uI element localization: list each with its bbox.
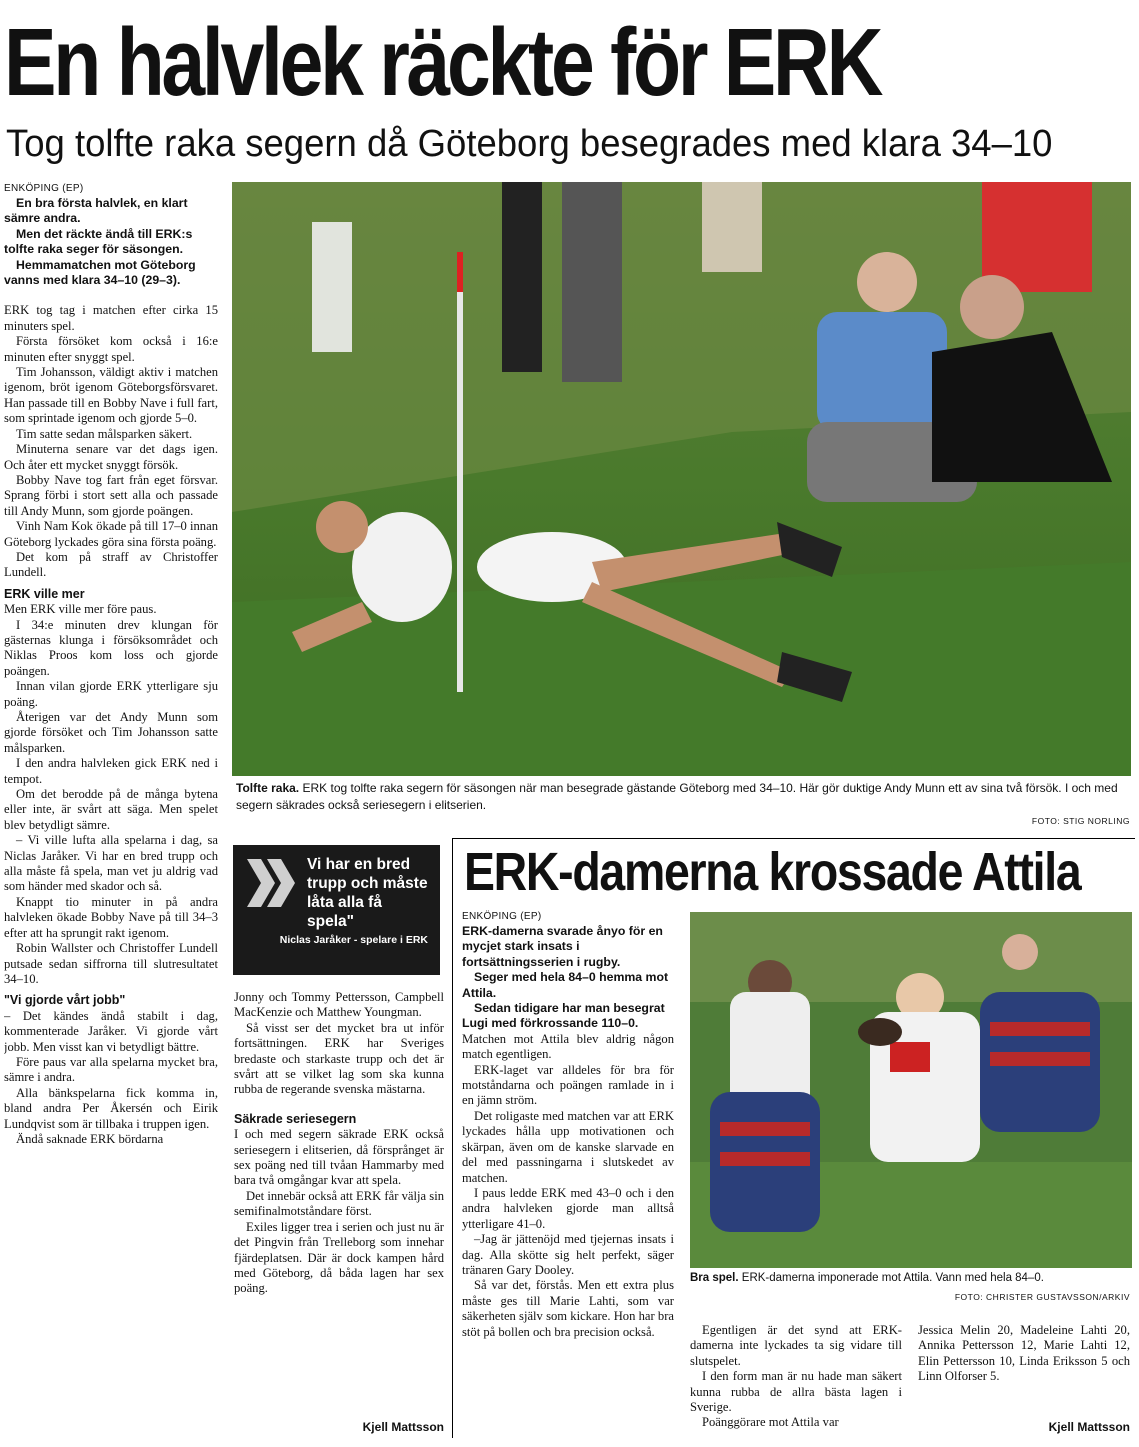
body-paragraph: Det roligaste med matchen var att ERK lyckades hålla upp motivationen och skärpan, även om de kanske slarvade en del med passningarna i slutskedet av matchen. — [462, 1108, 674, 1185]
body-paragraph: Återigen var det Andy Munn som gjorde försöket och Tim Johansson satte målsparken. — [4, 710, 218, 755]
body-paragraph: I den form man är nu hade man säkert kunna rubba de allra bästa lagen i Sverige. — [690, 1369, 902, 1415]
women-photo-caption — [690, 1270, 1130, 1288]
body-paragraph: – Vi ville lufta alla spelarna i dag, sa Niclas Jaråker. Vi har en bred trupp och alla måste få spela, man vet ju aldrig vad som händer med skador och så. — [4, 833, 218, 894]
body-paragraph: Matchen mot Attila blev aldrig någon match egentligen. — [462, 1031, 674, 1062]
body-paragraph: Poänggörare mot Attila var — [702, 1415, 839, 1430]
body-paragraph: Tim satte sedan målsparken säkert. — [16, 426, 193, 441]
article2-byline: Kjell Mattsson — [1048, 1420, 1130, 1434]
lead-paragraphs — [462, 924, 674, 1032]
body-paragraph: Exiles ligger trea i serien och just nu är det Pingvin från Trelleborg som innehar fjärdeplatsen. Där är dock kampen hård med Göteborg, då båda lagen har sex poäng. — [234, 1219, 444, 1296]
body-paragraph: I 34:e minuten drev klungan för gästernas klunga i försöksområdet och Niklas Proos kom loss och gjorde poängen. — [4, 617, 218, 678]
body-paragraph: –Jag är jättenöjd med tjejernas insats i dag. Alla skötte sig helt perfekt, säger tränaren Gary Dooley. — [462, 1232, 674, 1277]
article2-column3 — [918, 1323, 1130, 1415]
body-paragraph: Knappt tio minuter in på andra halvleken ökade Bobby Nave på till 34–3 efter att ha sprungit rakt igenom. — [4, 894, 218, 940]
body-paragraph: Det innebär också att ERK får välja sin semifinalmotståndare först. — [234, 1188, 444, 1219]
caption-text: ERK-damerna imponerade mot Attila. Vann med hela 84–0. — [741, 1272, 1044, 1284]
body-paragraph: ERK tog tag i matchen efter cirka 15 minuters spel. — [4, 303, 218, 333]
article1-column1 — [4, 182, 218, 1444]
section-subhead: "Vi gjorde vårt jobb" — [4, 993, 126, 1008]
byline: Kjell Mattsson — [362, 1420, 444, 1434]
women-rugby-photo — [690, 912, 1132, 1268]
body-paragraph: Innan vilan gjorde ERK ytterligare sju poäng. — [4, 679, 218, 709]
body-paragraph: ERK-laget var alldeles för bra för motståndarna och poängen ramlade in i en jämn ström. — [462, 1062, 674, 1108]
body-paragraph: Tim Johansson, väldigt aktiv i matchen igenom, bröt igenom Göteborgsförsvaret. Han passade till en Bobby Nave i full fart, som sprintade igenom och gjorde 5–0. — [4, 365, 218, 426]
body-paragraph: Om det berodde på de många bytena eller inte, är svårt att säga. Men spelet blev betydligt sämre. — [4, 787, 218, 832]
main-photo — [232, 182, 1131, 776]
caption-lead: Bra spel. — [690, 1272, 739, 1284]
body-paragraph: – Det kändes ändå stabilt i dag, kommenterade Jaråker. Vi gjorde vårt jobb. Men visst kan vi betydligt bättre. — [4, 1008, 218, 1054]
women-team-photo — [690, 912, 1132, 1268]
pull-quote: Vi har en bred trupp och måste låta alla få spela" — [307, 856, 428, 930]
subheadline: Tog tolfte raka segern då Göteborg besegrades med klara 34–10 — [6, 123, 1053, 165]
body-paragraph: Jessica Melin 20, Madeleine Lahti 20, Annika Pettersson 12, Marie Lahti 12, Elin Pettersson 10, Linda Eriksson 5 och Linn Olforser 5. — [918, 1323, 1130, 1384]
lead-paragraph: Hemmamatchen mot Göteborg vanns med klara 34–10 (29–3). — [4, 257, 196, 288]
dateline: ENKÖPING (EP) — [462, 911, 542, 922]
article2-headline: ERK-damerna krossade Attila — [464, 842, 1081, 902]
lead-paragraph: Men det räckte ändå till ERK:s tolfte raka seger för säsongen. — [4, 226, 193, 257]
lead-paragraph: Seger med hela 84–0 hemma mot Attila. — [462, 970, 669, 1000]
pull-quote-box — [233, 845, 440, 975]
section-subhead: Säkrade seriesegern — [234, 1111, 357, 1126]
caption-lead: Tolfte raka. — [236, 781, 300, 795]
article1-column2 — [234, 990, 444, 1410]
dateline: ENKÖPING (EP) — [4, 183, 84, 194]
women-photo-credit: FOTO: CHRISTER GUSTAVSSON/ARKIV — [954, 1292, 1130, 1302]
caption-text: ERK tog tolfte raka segern för säsongen när man besegrade gästande Göteborg med 34–10. Här gör duktige Andy Munn ett av sina två försök. I och med segern säkrades också seriesegern i elitserien. — [236, 781, 1118, 812]
headline: En halvlek räckte för ERK — [4, 9, 881, 116]
body-paragraph: I paus ledde ERK med 43–0 och i den andra halvleken gjorde man alltså ytterligare 41–0. — [462, 1185, 674, 1231]
body-paragraph: Första försöket kom också i 16:e minuten efter snyggt spel. — [4, 334, 218, 364]
article2-column2 — [690, 1323, 902, 1441]
body-paragraph: Bobby Nave tog fart från eget försvar. Sprang förbi i stort sett alla och passade till Andy Munn, som gjorde poängen. — [4, 472, 218, 518]
body-paragraph: Egentligen är det synd att ERK-damerna inte lyckades ta sig vidare till slutspelet. — [690, 1323, 902, 1368]
lead-paragraph: En bra första halvlek, en klart sämre andra. — [4, 196, 188, 226]
body-paragraph: I och med segern säkrade ERK också seriesegern i elitserien, då försprånget är sex poäng ned till tvåan Hammarby med bara två omgångar kvar att spela. — [234, 1127, 444, 1188]
lead-paragraph: Sedan tidigare har man besegrat Lugi med förkrossande 110–0. — [462, 1001, 665, 1031]
body-paragraph: Alla bänkspelarna fick komma in, bland andra Per Åkersén och Eirik Lundqvist som är tillbaka i truppen igen. — [4, 1085, 218, 1131]
body-paragraph: Vinh Nam Kok ökade på till 17–0 innan Göteborg lyckades göra sina första poäng. — [4, 519, 218, 549]
article2-column1 — [462, 910, 674, 1440]
lead-paragraphs — [4, 196, 218, 288]
rugby-try-photo — [232, 182, 1131, 776]
body-paragraph: Så visst ser det mycket bra ut inför fortsättningen. ERK har Sveriges bredaste och starkaste trupp och det är svårt att se vilket lag som ska kunna rubba de regerande svenska mästarna. — [234, 1020, 444, 1097]
body-paragraph: Men ERK ville mer före paus. — [4, 602, 157, 617]
body-paragraph: Det kom på straff av Christoffer Lundell. — [4, 549, 218, 580]
body-paragraph: Minuterna senare var det dags igen. Och åter ett mycket snyggt försök. — [4, 442, 218, 472]
body-paragraph: Jonny och Tommy Pettersson, Campbell MacKenzie och Matthew Youngman. — [234, 990, 444, 1020]
section-subhead: ERK ville mer — [4, 586, 85, 601]
article2-divider-vertical — [452, 838, 453, 1438]
main-photo-caption — [236, 780, 1131, 816]
article2-divider — [452, 838, 1135, 839]
lead-paragraph: ERK-damerna svarade ånyo för en mycjet stark insats i fortsättningsserien i rugby. — [462, 924, 663, 969]
body-paragraph: Före paus var alla spelarna mycket bra, sämre i andra. — [4, 1054, 218, 1085]
pull-quote-attribution: Niclas Jaråker - spelare i ERK — [279, 934, 428, 946]
body-paragraph: Robin Wallster och Christoffer Lundell putsade sedan siffrorna till slutresultatet 34–10. — [4, 941, 218, 986]
body-paragraph: I den andra halvleken gick ERK ned i tempot. — [4, 756, 218, 786]
body-paragraph: Så var det, förstås. Men ett extra plus måste ges till Marie Lahti, som var säkerheten själv som kickare. Hon har bra stöt på bollen och bra precision också. — [462, 1278, 674, 1339]
chevron-double-icon — [245, 855, 299, 911]
pull-quote-text — [307, 855, 428, 931]
main-photo-credit: FOTO: STIG NORLING — [1031, 816, 1130, 826]
body-paragraph: Ändå saknade ERK bördarna — [16, 1131, 164, 1146]
